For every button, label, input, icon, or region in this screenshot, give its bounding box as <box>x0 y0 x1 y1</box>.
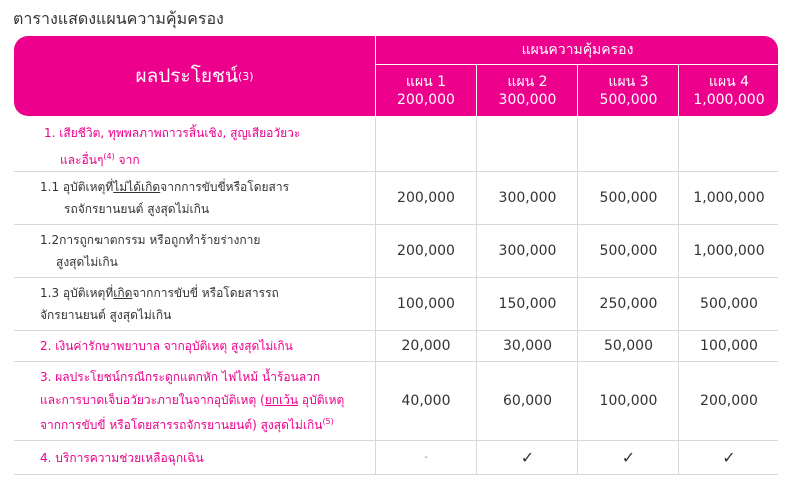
plan-2-value: 300,000 <box>476 225 578 277</box>
benefit-text: และอื่นๆ <box>60 153 104 167</box>
table-row <box>14 225 778 278</box>
benefit-label <box>14 362 375 440</box>
plan-1-value <box>375 118 476 171</box>
plan-2-value: 60,000 <box>476 362 578 440</box>
plan-4-value: 100,000 <box>678 331 779 361</box>
plan-4-value: 500,000 <box>678 278 779 330</box>
plan-3-value <box>577 118 679 171</box>
plan-4-header <box>678 65 779 116</box>
benefit-header <box>14 36 375 116</box>
benefit-text: 1.3 อุบัติเหตุที่ <box>40 286 114 300</box>
plan-2-value <box>476 118 578 171</box>
table-header <box>14 36 778 116</box>
benefit-line: จักรยานยนต์ สูงสุดไม่เกิน <box>40 308 172 322</box>
plan-1-value: 20,000 <box>375 331 476 361</box>
plan-4-value: 1,000,000 <box>678 225 779 277</box>
benefit-label <box>14 225 375 277</box>
plan-1-value: 200,000 <box>375 225 476 277</box>
benefit-line: 4. บริการความช่วยเหลือฉุกเฉิน <box>40 451 204 465</box>
benefit-line <box>60 147 140 170</box>
plan-name: แผน 4 <box>708 73 750 90</box>
benefit-label <box>14 278 375 330</box>
table-row <box>14 362 778 441</box>
plan-3-value: 50,000 <box>577 331 679 361</box>
plan-1-value: 40,000 <box>375 362 476 440</box>
plan-1-value: 100,000 <box>375 278 476 330</box>
benefit-line <box>40 390 344 410</box>
plan-amount: 1,000,000 <box>693 91 765 108</box>
benefit-label <box>14 172 375 224</box>
benefit-text: และการบาดเจ็บอวัยวะภายในจากอุบัติเหตุ ( <box>40 393 265 407</box>
plan-3-header <box>577 65 679 116</box>
benefit-label <box>14 118 375 171</box>
plan-group-header: แผนความคุ้มครอง <box>375 36 779 65</box>
plan-amount: 300,000 <box>498 91 557 108</box>
benefit-line: 1.2การถูกฆาตกรรม หรือถูกทำร้ายร่างกาย <box>40 233 261 247</box>
plan-1-value: - <box>375 441 476 474</box>
benefit-line <box>40 283 279 303</box>
plan-name: แผน 2 <box>507 73 548 90</box>
benefit-text: จาก <box>114 153 140 167</box>
benefit-line: 3. ผลประโยชน์กรณีกระดูกแตกหัก ไฟไหม้ น้ำร้อนลวก <box>40 370 321 384</box>
plan-4-value: 1,000,000 <box>678 172 779 224</box>
benefit-line: รถจักรยานยนต์ สูงสุดไม่เกิน <box>64 202 210 216</box>
plan-3-value: 100,000 <box>577 362 679 440</box>
plan-4-value: 200,000 <box>678 362 779 440</box>
check-icon: ✓ <box>678 441 779 474</box>
plan-1-header <box>375 65 476 116</box>
table-row <box>14 118 778 172</box>
benefit-text: 1.1 อุบัติเหตุที่ <box>40 180 114 194</box>
plan-name: แผน 3 <box>608 73 649 90</box>
benefit-text: จากการขับขี่หรือโดยสาร <box>160 180 290 194</box>
benefit-text-underlined: ไม่ได้เกิด <box>113 180 161 194</box>
benefit-text: อุบัติเหตุ <box>298 393 345 407</box>
coverage-table <box>14 36 778 467</box>
plan-name: แผน 1 <box>405 73 447 90</box>
benefit-label <box>14 441 375 474</box>
plan-3-value: 250,000 <box>577 278 679 330</box>
benefit-line <box>40 177 289 197</box>
plan-4-value <box>678 118 779 171</box>
plan-3-value: 500,000 <box>577 172 679 224</box>
benefit-line <box>40 412 334 435</box>
benefit-text-underlined: ยกเว้น <box>264 393 299 407</box>
benefit-header-label: ผลประโยชน์ <box>135 65 238 87</box>
check-icon: ✓ <box>476 441 578 474</box>
benefit-line: 2. เงินค่ารักษาพยาบาล จากอุบัติเหตุ สูงสุดไม่เกิน <box>40 339 293 353</box>
plan-2-value: 300,000 <box>476 172 578 224</box>
plan-1-value: 200,000 <box>375 172 476 224</box>
table-row <box>14 441 778 475</box>
plan-amount: 500,000 <box>599 91 658 108</box>
table-row <box>14 172 778 225</box>
table-caption: ตารางแสดงแผนความคุ้มครอง <box>13 9 224 28</box>
benefit-text: จากการขับขี่ หรือโดยสารรถ <box>132 286 279 300</box>
plan-amount: 200,000 <box>397 91 455 108</box>
plan-2-header <box>476 65 578 116</box>
benefit-line: สูงสุดไม่เกิน <box>56 255 118 269</box>
plan-3-value: 500,000 <box>577 225 679 277</box>
plan-2-value: 150,000 <box>476 278 578 330</box>
benefit-text: จากการขับขี่ หรือโดยสารรถจักรยานยนต์) สูงสุดไม่เกิน <box>40 418 323 432</box>
table-row <box>14 278 778 331</box>
benefit-line: 1. เสียชีวิต, ทุพพลภาพถาวรสิ้นเชิง, สูญเสียอวัยวะ <box>44 126 301 140</box>
benefit-label <box>14 331 375 361</box>
footnote-marker: (5) <box>322 417 334 426</box>
benefit-header-footnote: (3) <box>237 69 254 83</box>
benefit-text-underlined: เกิด <box>113 286 133 300</box>
check-icon: ✓ <box>577 441 679 474</box>
footnote-marker: (4) <box>103 152 115 161</box>
table-row <box>14 331 778 362</box>
plan-2-value: 30,000 <box>476 331 578 361</box>
